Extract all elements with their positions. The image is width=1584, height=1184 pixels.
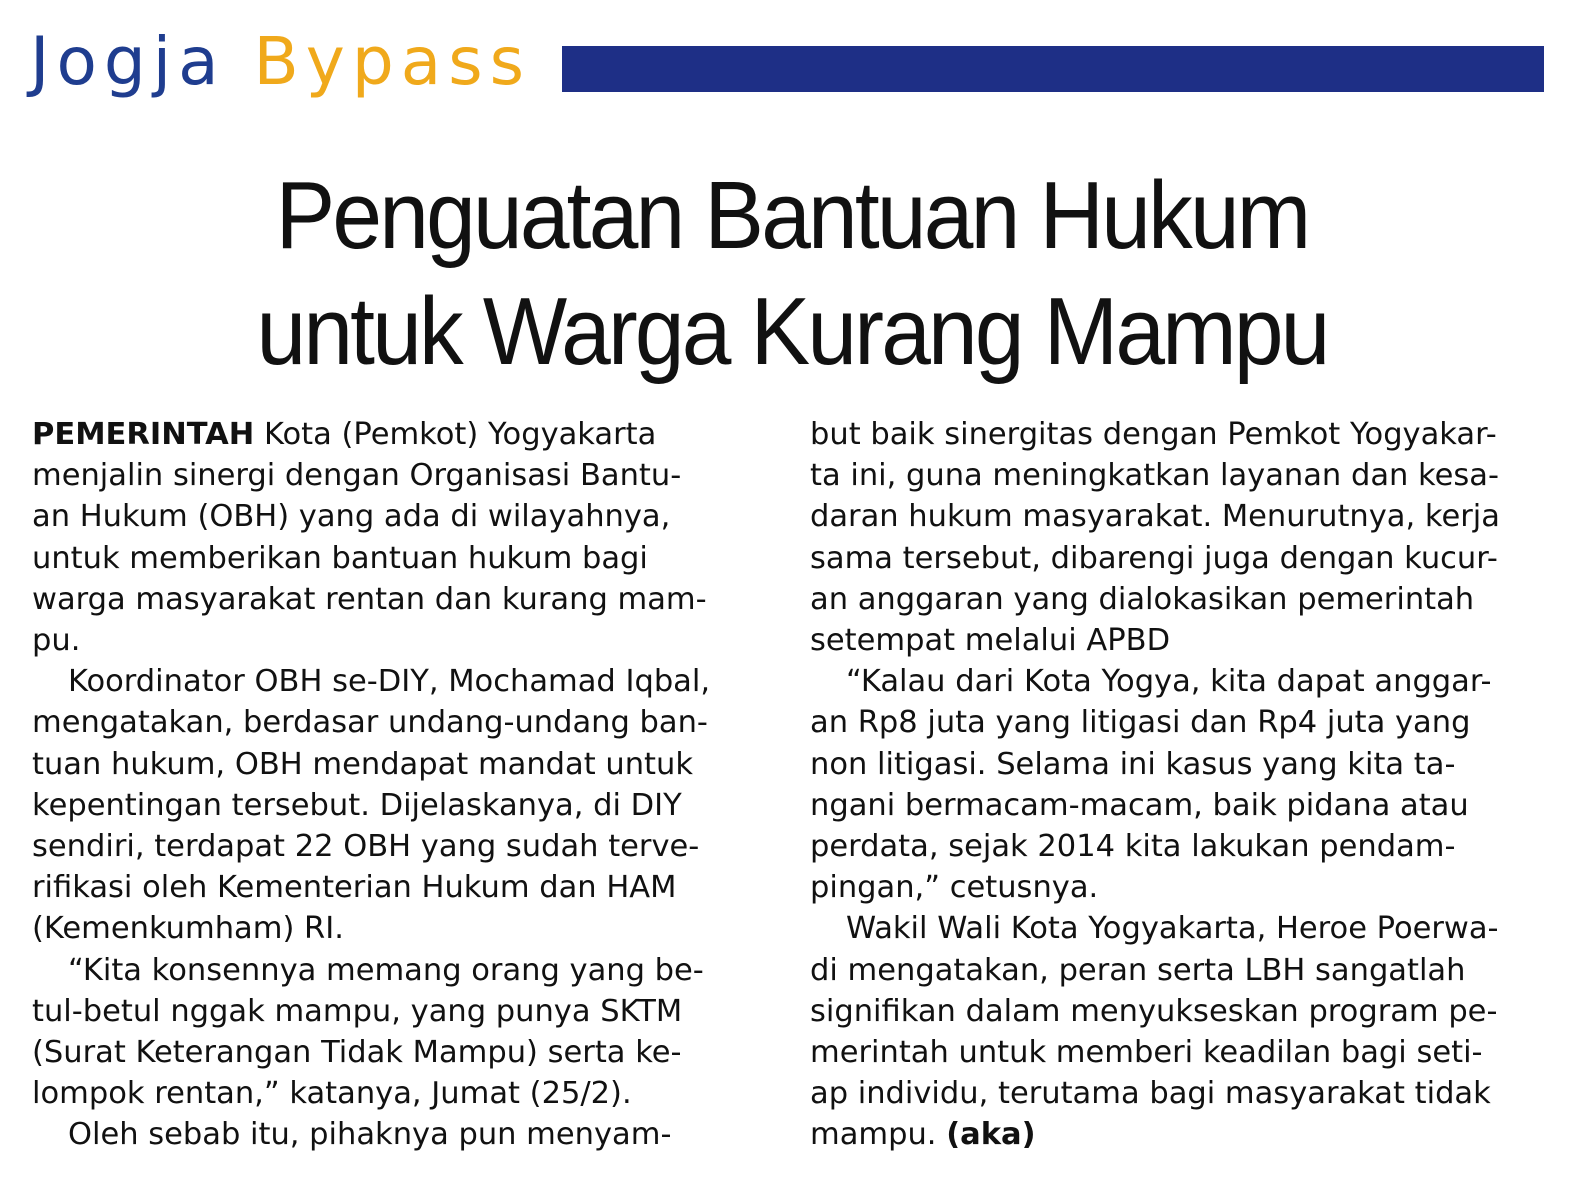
column-line: ap individu, terutama bagi masyarakat tidak (810, 1076, 1491, 1112)
last-line-text: mampu. (810, 1117, 947, 1153)
column-line: an Hukum (OBH) yang ada di wilayahnya, (32, 499, 671, 535)
rubric-word-jogja: Jogja (30, 23, 226, 100)
column-line: (Kemenkumham) RI. (32, 911, 344, 947)
article-column-right (810, 414, 1540, 1156)
headline (55, 158, 1528, 390)
column-line: perdata, sejak 2014 kita lakukan pendam- (810, 829, 1456, 865)
column-line: setempat melalui APBD (810, 623, 1171, 659)
column-line: (Surat Keterangan Tidak Mampu) serta ke- (32, 1035, 682, 1071)
column-line: rifikasi oleh Kementerian Hukum dan HAM (32, 870, 677, 906)
column-line: warga masyarakat rentan dan kurang mam- (32, 581, 707, 617)
column-line: non litigasi. Selama ini kasus yang kita ta- (810, 746, 1456, 782)
lead-word: PEMERINTAH (32, 417, 255, 452)
column-line: ta ini, guna meningkatkan layanan dan kesa- (810, 458, 1499, 494)
column-line: untuk memberikan bantuan hukum bagi (32, 540, 648, 576)
column-line: “Kita konsennya memang orang yang be- (68, 952, 704, 988)
column-line: Koordinator OBH se-DIY, Mochamad Iqbal, (68, 664, 711, 700)
section-rubric (30, 22, 531, 102)
lead-text: Kota (Pemkot) Yogyakarta (254, 417, 657, 452)
column-line: tul-betul nggak mampu, yang punya SKTM (32, 993, 683, 1029)
column-line: an anggaran yang dialokasikan pemerintah (810, 581, 1475, 617)
column-line: sendiri, terdapat 22 OBH yang sudah terve- (32, 829, 700, 865)
column-line: but baik sinergitas dengan Pemkot Yogyakar- (810, 417, 1497, 452)
column-line: merintah untuk memberi keadilan bagi seti- (810, 1035, 1483, 1071)
article-column-left (32, 414, 772, 1156)
column-line: mengatakan, berdasar undang-undang ban- (32, 705, 708, 741)
column-line: Oleh sebab itu, pihaknya pun menyam- (68, 1117, 672, 1153)
column-line: pu. (32, 623, 81, 659)
column-line: menjalin sinergi dengan Organisasi Bantu- (32, 458, 682, 494)
column-line: ngani bermacam-macam, baik pidana atau (810, 787, 1469, 823)
headline-line-1: Penguatan Bantuan Hukum (275, 162, 1309, 269)
headline-line-2: untuk Warga Kurang Mampu (256, 278, 1328, 385)
column-line: “Kalau dari Kota Yogya, kita dapat anggar- (846, 664, 1492, 700)
column-line: sama tersebut, dibarengi juga dengan kucur- (810, 540, 1498, 576)
rubric-bar (562, 46, 1544, 92)
author-signature: (aka) (946, 1117, 1036, 1153)
column-line (32, 414, 772, 455)
column-line: lompok rentan,” katanya, Jumat (25/2). (32, 1076, 632, 1112)
column-line: tuan hukum, OBH mendapat mandat untuk (32, 746, 693, 782)
column-line: kepentingan tersebut. Dijelaskanya, di DIY (32, 787, 682, 823)
column-line (810, 1114, 1540, 1155)
column-line: daran hukum masyarakat. Menurutnya, kerja (810, 499, 1500, 535)
rubric-word-bypass: Bypass (253, 23, 531, 100)
column-line: di mengatakan, peran serta LBH sangatlah (810, 952, 1466, 988)
column-line: pingan,” cetusnya. (810, 870, 1099, 906)
column-line: Wakil Wali Kota Yogyakarta, Heroe Poerwa- (846, 911, 1499, 947)
column-line: an Rp8 juta yang litigasi dan Rp4 juta yang (810, 705, 1471, 741)
column-line: signifikan dalam menyukseskan program pe- (810, 993, 1498, 1029)
